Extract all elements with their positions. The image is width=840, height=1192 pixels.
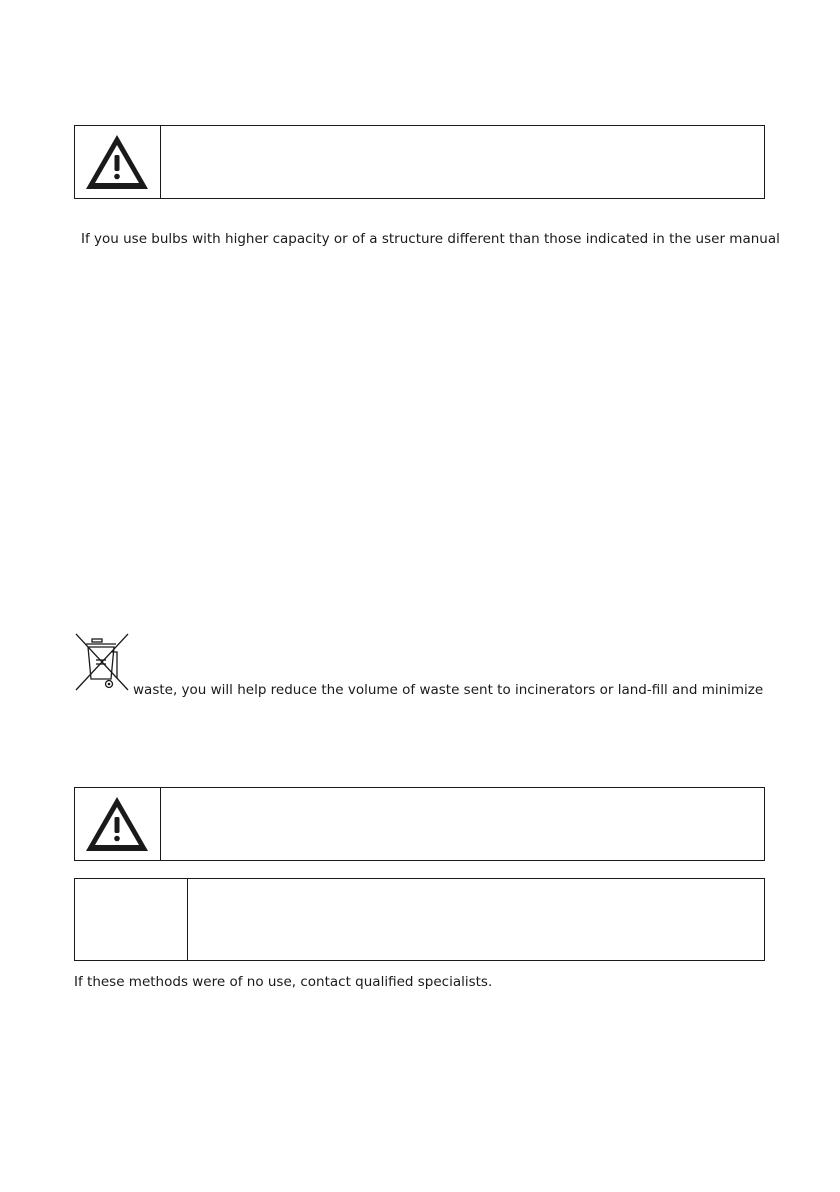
bulbs-warning-text: If you use bulbs with higher capacity or of a structure different than those indicated in the user manual [81,231,780,247]
warning-triangle-icon [83,132,151,192]
troubleshooting-box-divider [187,879,188,960]
warning-box-bottom [74,787,765,861]
specialists-text: If these methods were of no use, contact qualified specialists. [74,974,493,990]
warning-box-bottom-divider [160,788,161,860]
waste-recycling-text: waste, you will help reduce the volume of waste sent to incinerators or land-fill and minimize [133,682,764,698]
warning-triangle-icon [83,794,151,854]
troubleshooting-box [74,878,765,961]
crossed-out-wheelie-bin-icon [74,632,130,692]
warning-box-top [74,125,765,199]
warning-box-top-divider [160,126,161,198]
